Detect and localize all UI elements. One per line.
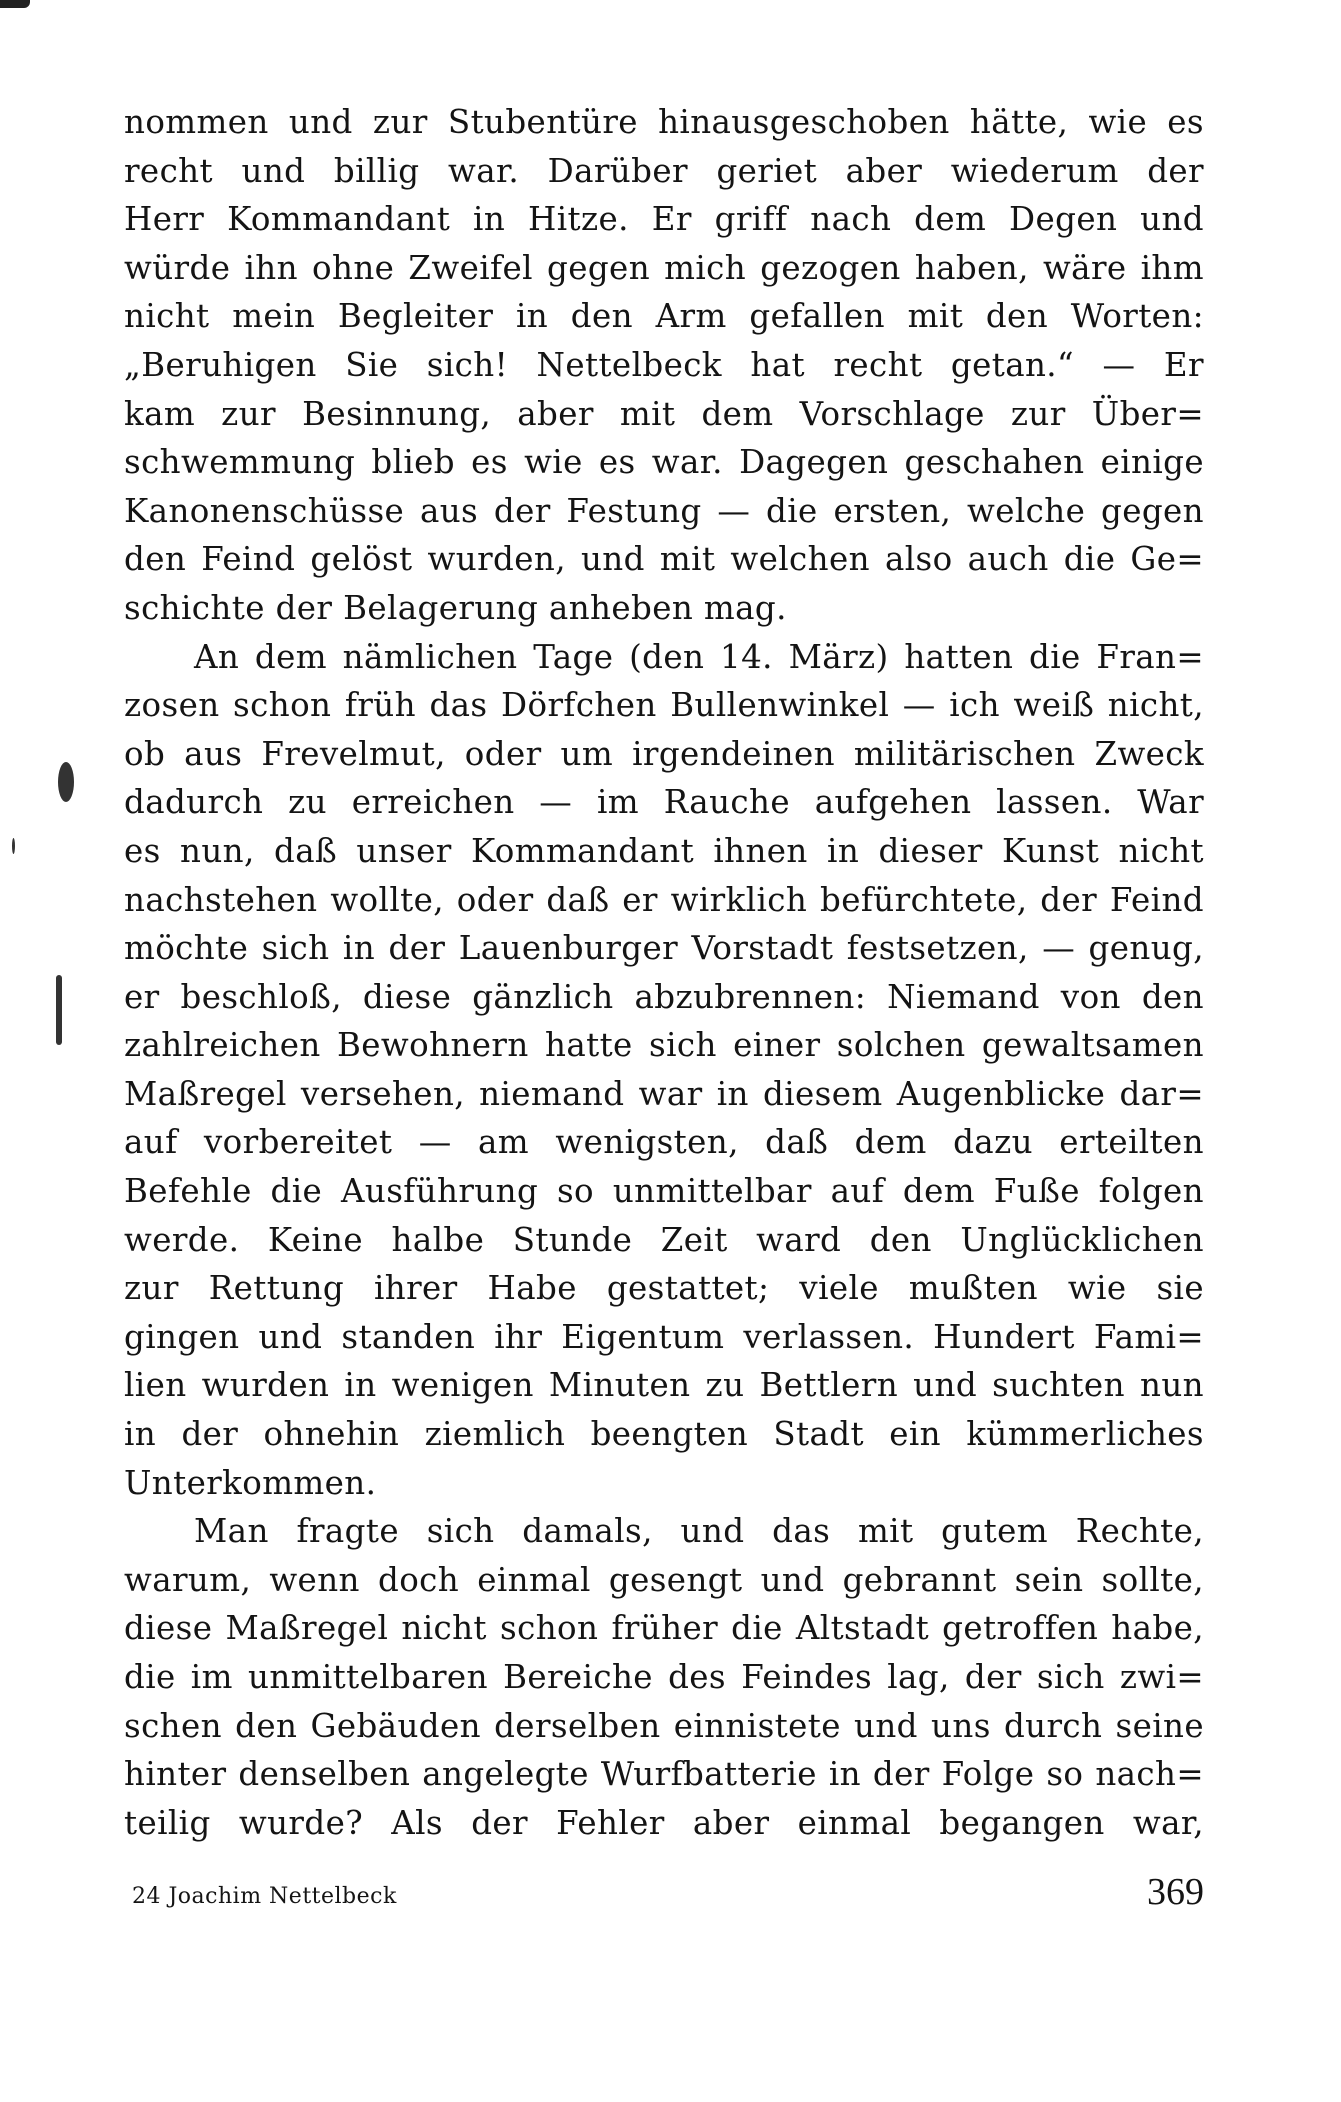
text-line: diese Maßregel nicht schon früher die Altstadt getroffen habe, [124,1609,1204,1648]
text-line: werde. Keine halbe Stunde Zeit ward den Unglücklichen [124,1220,1204,1259]
text-line: die im unmittelbaren Bereiche des Feindes lag, der sich zwi= [124,1658,1204,1696]
text-line: An dem nämlichen Tage (den 14. März) hatten die Fran= [194,637,1204,676]
body-text [124,98,1204,1847]
text-line: schwemmung blieb es wie es war. Dagegen geschahen einige [124,443,1204,482]
text-line: schichte der Belagerung anheben mag. [124,588,787,627]
page-number: 369 [1147,1871,1204,1913]
text-line: in der ohnehin ziemlich beengten Stadt ein kümmerliches [124,1415,1204,1454]
text-line: zosen schon früh das Dörfchen Bullenwinkel — ich weiß nicht, [124,686,1204,725]
text-line: es nun, daß unser Kommandant ihnen in dieser Kunst nicht [124,831,1204,870]
text-line: auf vorbereitet — am wenigsten, daß dem dazu erteilten [124,1123,1204,1162]
text-line: Herr Kommandant in Hitze. Er griff nach dem Degen und [124,200,1204,239]
text-line: dadurch zu erreichen — im Rauche aufgehen lassen. War [124,783,1204,822]
text-line: ob aus Frevelmut, oder um irgendeinen militärischen Zweck [124,734,1204,773]
text-line: zur Rettung ihrer Habe gestattet; viele mußten wie sie [124,1269,1204,1308]
text-line: kam zur Besinnung, aber mit dem Vorschlage zur Über= [124,394,1204,433]
ink-blot [12,838,15,854]
text-line: zahlreichen Bewohnern hatte sich einer solchen gewaltsamen [124,1026,1204,1065]
text-line: Maßregel versehen, niemand war in diesem Augenblicke dar= [124,1074,1204,1113]
text-line: nommen und zur Stubentüre hinausgeschoben hätte, wie es [124,103,1204,141]
text-line: er beschloß, diese gänzlich abzubrennen: Niemand von den [124,977,1204,1016]
text-line: nachstehen wollte, oder daß er wirklich befürchtete, der Feind [124,880,1204,919]
text-line: hinter denselben angelegte Wurfbatterie in der Folge so nach= [124,1755,1204,1794]
text-line: lien wurden in wenigen Minuten zu Bettlern und suchten nun [124,1366,1204,1405]
scan-corner-mark [0,0,30,8]
text-line: Man fragte sich damals, und das mit gutem Rechte, [194,1512,1204,1551]
text-line: „Beruhigen Sie sich! Nettelbeck hat recht getan.“ — Er [124,345,1204,384]
text-line: Befehle die Ausführung so unmittelbar auf dem Fuße folgen [124,1172,1204,1211]
text-line: nicht mein Begleiter in den Arm gefallen mit den Worten: [124,297,1204,336]
text-line: teilig wurde? Als der Fehler aber einmal begangen war, [124,1803,1204,1842]
text-line: warum, wenn doch einmal gesengt und gebrannt sein sollte, [124,1560,1204,1599]
text-line: schen den Gebäuden derselben einnistete und uns durch seine [124,1706,1204,1745]
ink-blot [56,975,62,1045]
text-line: gingen und standen ihr Eigentum verlassen. Hundert Fami= [124,1317,1204,1356]
printer-signature: 24 Joachim Nettelbeck [132,1884,397,1909]
text-line: Kanonenschüsse aus der Festung — die ersten, welche gegen [124,491,1204,530]
text-line: den Feind gelöst wurden, und mit welchen also auch die Ge= [124,540,1204,579]
text-line: recht und billig war. Darüber geriet aber wiederum der [124,151,1204,190]
ink-blot [58,762,74,802]
text-line: Unterkommen. [124,1463,377,1502]
text-line: möchte sich in der Lauenburger Vorstadt festsetzen, — genug, [124,929,1204,968]
page-footer [124,1870,1204,1920]
text-line: würde ihn ohne Zweifel gegen mich gezogen haben, wäre ihm [124,248,1204,287]
